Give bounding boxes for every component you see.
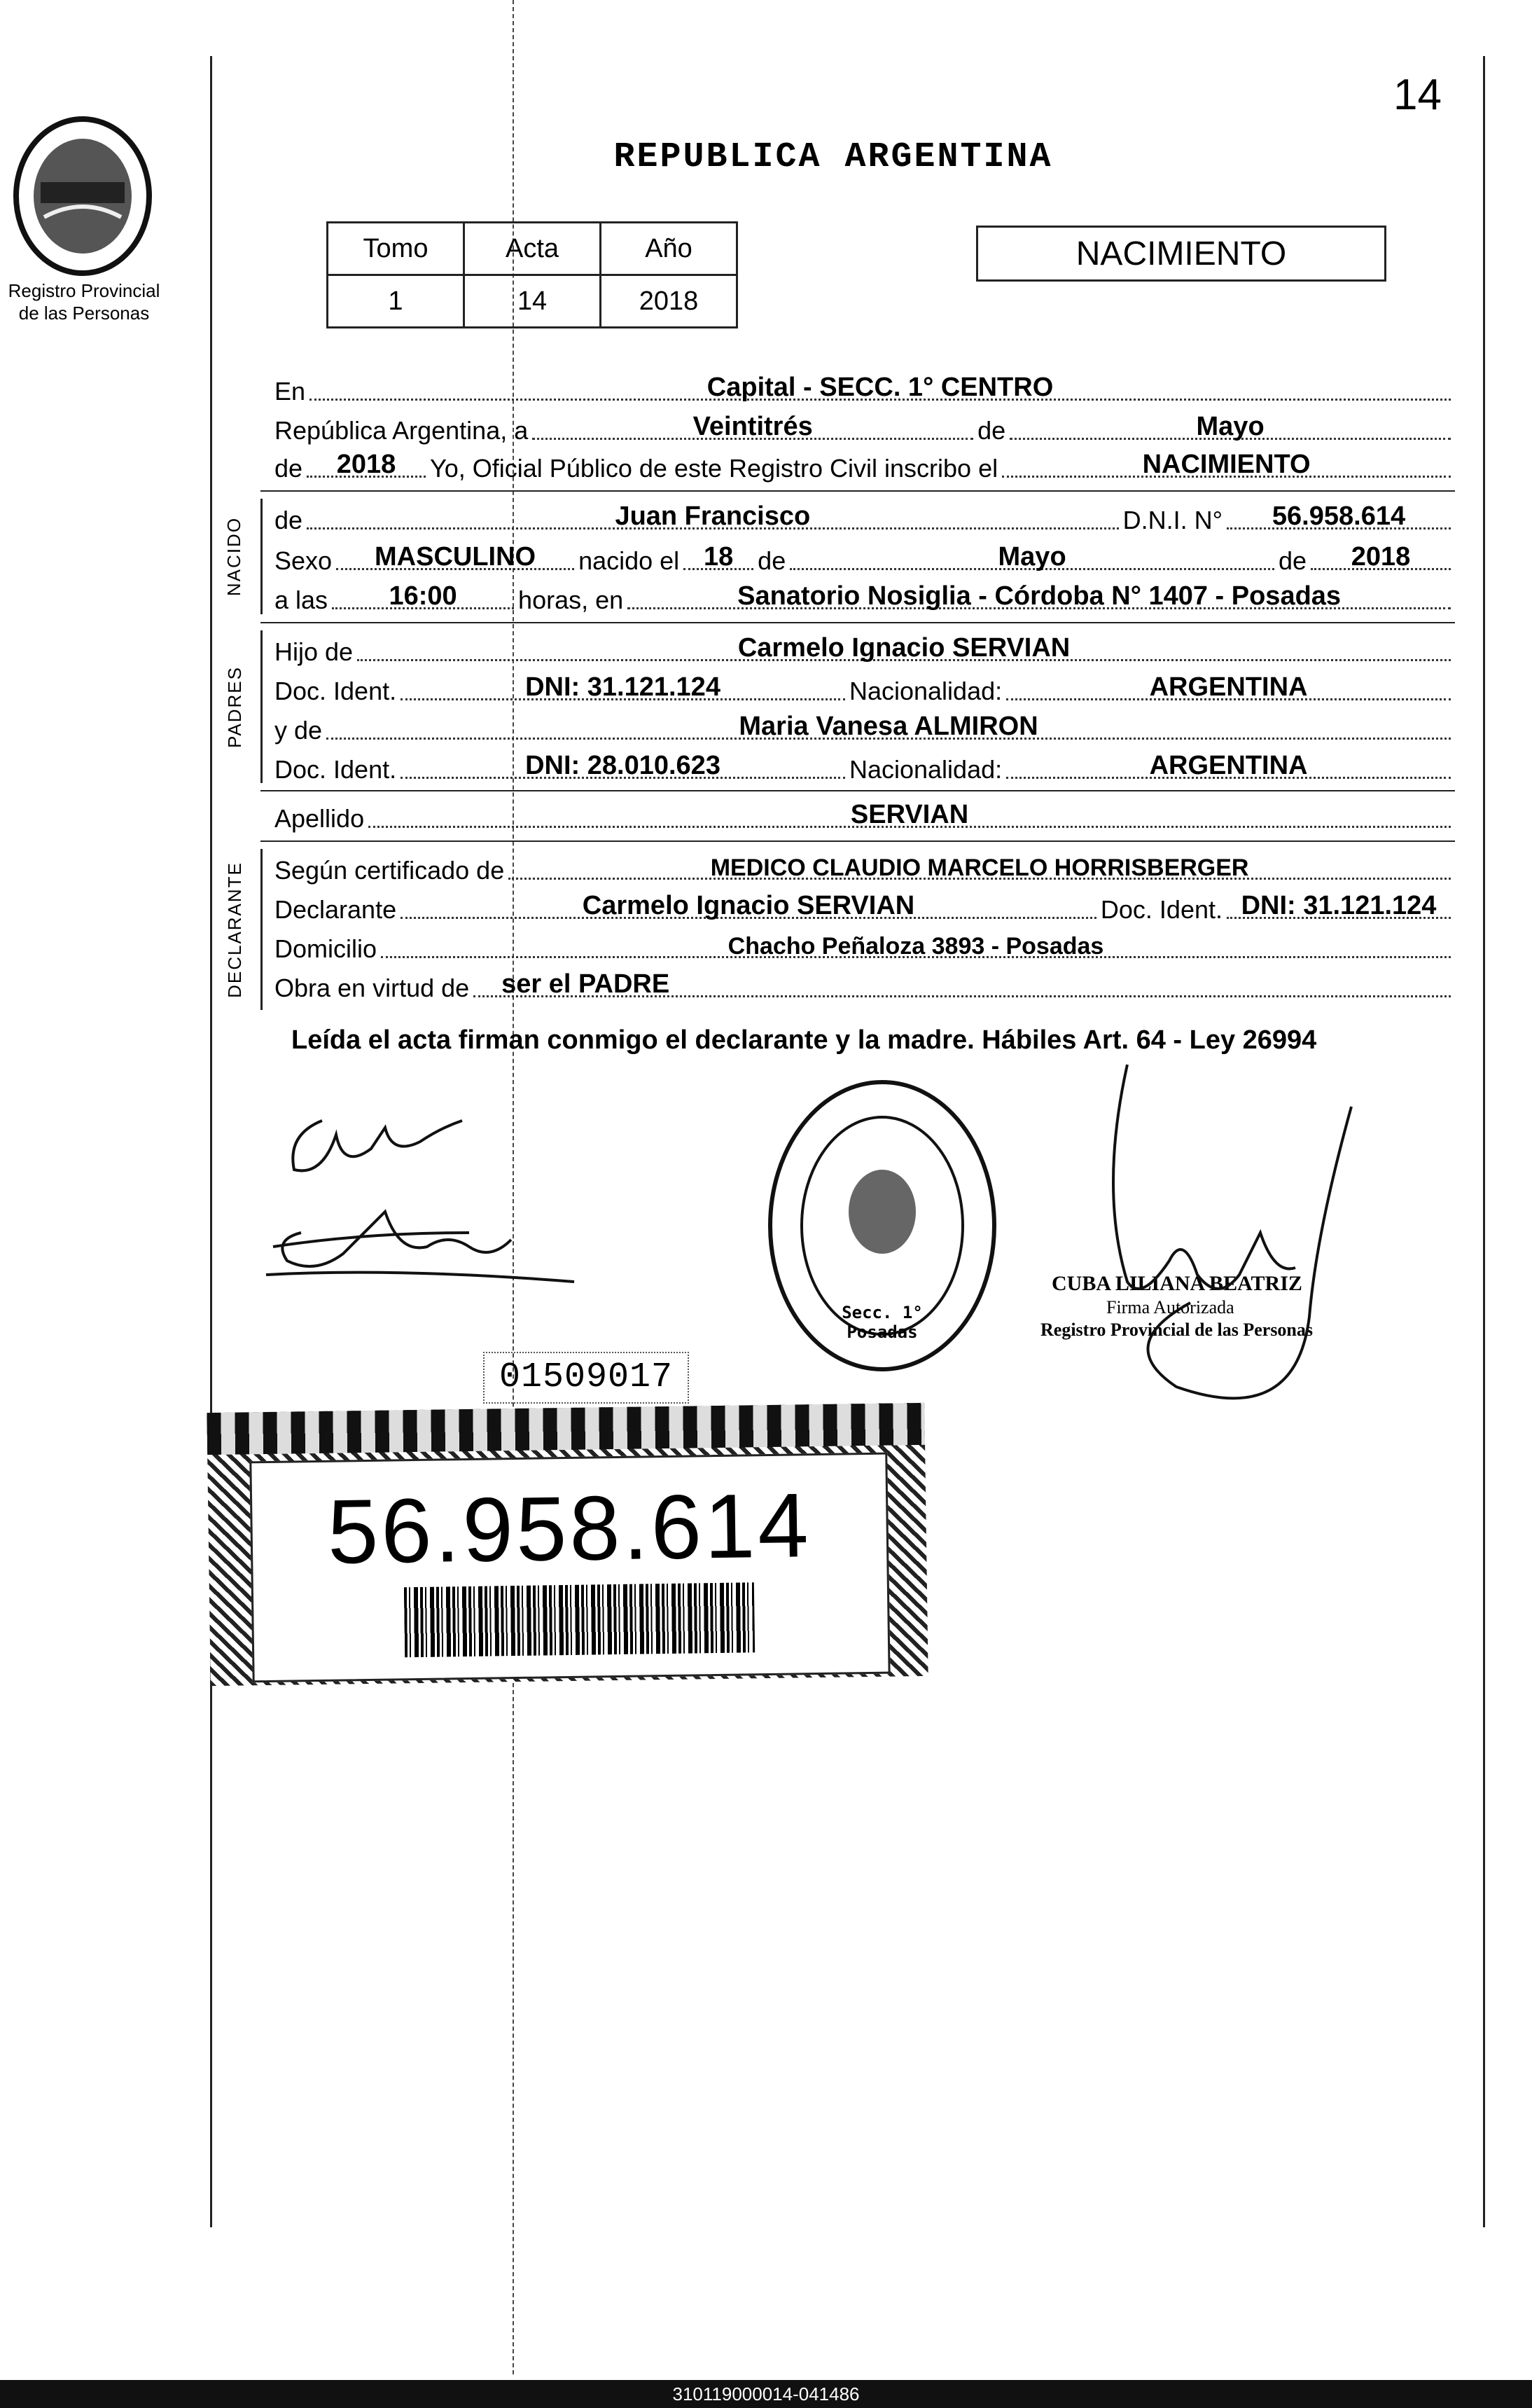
dni-band-pattern-top (207, 1403, 925, 1455)
value-ano: 2018 (601, 275, 737, 328)
obra-value: ser el PADRE (501, 969, 670, 999)
declarante-bar (260, 849, 263, 1010)
page-number: 14 (1393, 71, 1442, 119)
row-republica (274, 409, 1455, 447)
row-apellido (274, 797, 1455, 835)
serial-number: 01509017 (483, 1352, 689, 1404)
padres-bar (260, 630, 263, 783)
separator-line (260, 490, 1455, 492)
official-stamp-line-3: Registro Provincial de las Personas (1040, 1320, 1314, 1340)
month-value: Mayo (1196, 412, 1265, 441)
act-type-box: NACIMIENTO (976, 226, 1386, 282)
row-declarante (274, 888, 1455, 926)
value-tomo: 1 (328, 275, 464, 328)
mother-nationality: ARGENTINA (1149, 751, 1308, 780)
left-margin-line (210, 56, 212, 2227)
signature-2 (259, 1191, 581, 1289)
a-las-label: a las (274, 586, 328, 614)
father-doc: DNI: 31.121.124 (525, 672, 720, 702)
dni-band (207, 1403, 928, 1686)
birth-month: Mayo (998, 542, 1066, 572)
section-nacido (214, 499, 256, 614)
father-name: Carmelo Ignacio SERVIAN (737, 633, 1071, 663)
apellido-value: SERVIAN (850, 800, 969, 829)
header-tomo: Tomo (328, 223, 464, 275)
nacido-bar (260, 499, 263, 614)
republica-label: República Argentina, a (274, 416, 529, 445)
mother-nat-label: Nacionalidad: (849, 755, 1003, 784)
official-stamp-line-2: Firma Autorizada (1106, 1297, 1234, 1317)
dni-band-number: 56.958.614 (326, 1474, 812, 1583)
row-mother-doc (274, 748, 1455, 786)
row-nacido-name (274, 499, 1455, 537)
separator-line (260, 790, 1455, 791)
cert-label: Según certificado de (274, 856, 505, 885)
decl-doc-label: Doc. Ident. (1100, 895, 1223, 924)
signature-1 (280, 1093, 490, 1191)
nacido-name: Juan Francisco (615, 501, 811, 531)
row-cert (274, 849, 1455, 887)
stamp-inner-text: Secc. 1° Posadas (842, 1303, 923, 1342)
row-mother (274, 709, 1455, 747)
hijo-label: Hijo de (274, 637, 354, 666)
mother-name: Maria Vanesa ALMIRON (739, 712, 1038, 741)
sexo-label: Sexo (274, 546, 333, 575)
day-value: Veintitrés (692, 412, 813, 441)
registry-table (326, 221, 738, 328)
header-acta: Acta (464, 223, 601, 275)
birth-day: 18 (704, 542, 734, 572)
row-domicilio (274, 927, 1455, 965)
dni-band-inner (249, 1453, 890, 1683)
decl-label: Declarante (274, 895, 397, 924)
row-nacido-hora (274, 579, 1455, 616)
dom-label: Domicilio (274, 934, 377, 963)
row-obra (274, 967, 1455, 1004)
row-nacido-sexo (274, 539, 1455, 577)
section-padres (214, 630, 256, 783)
obra-label: Obra en virtud de (274, 974, 470, 1002)
logo-caption-1: Registro Provincial (8, 280, 160, 301)
horas-label: horas, en (518, 586, 624, 614)
header-ano: Año (601, 223, 737, 275)
de2-label: de (274, 454, 303, 483)
row-father-doc (274, 670, 1455, 707)
official-stamp-line-1: CUBA LILIANA BEATRIZ (1052, 1272, 1302, 1295)
de-label: de (977, 416, 1006, 445)
closing-statement: Leída el acta firman conmigo el declarante y la madre. Hábiles Art. 64 - Ley 26994 (291, 1025, 1317, 1055)
barcode (404, 1582, 755, 1657)
de-label-2: de (758, 546, 786, 575)
footer-code: 310119000014-041486 (0, 2380, 1532, 2408)
row-father (274, 630, 1455, 668)
father-nationality: ARGENTINA (1149, 672, 1308, 702)
logo-caption-2: de las Personas (18, 303, 150, 324)
en-label: En (274, 377, 306, 406)
dom-value: Chacho Peñaloza 3893 - Posadas (727, 933, 1104, 960)
father-doc-label: Doc. Ident. (274, 677, 397, 705)
decl-value: Carmelo Ignacio SERVIAN (582, 891, 915, 920)
row-en (274, 370, 1455, 408)
right-margin-line (1483, 56, 1485, 2227)
father-nat-label: Nacionalidad: (849, 677, 1003, 705)
en-value: Capital - SECC. 1° CENTRO (706, 373, 1054, 402)
mother-doc: DNI: 28.010.623 (525, 751, 720, 780)
delegation-stamp (763, 1072, 1001, 1380)
dni-label: D.N.I. N° (1122, 506, 1223, 534)
fold-line (513, 0, 514, 2374)
birth-hour: 16:00 (389, 581, 457, 611)
apellido-label: Apellido (274, 804, 365, 833)
row-yo (274, 447, 1455, 485)
year-value: 2018 (336, 450, 396, 479)
birth-year: 2018 (1351, 542, 1411, 572)
nacido-dni: 56.958.614 (1272, 501, 1406, 531)
value-acta: 14 (464, 275, 601, 328)
padres-section-label: PADRES (223, 665, 245, 748)
nacido-de-label: de (274, 506, 303, 534)
sexo-value: MASCULINO (375, 542, 536, 572)
nacido-section-label: NACIDO (223, 516, 245, 597)
birth-place: Sanatorio Nosiglia - Córdoba N° 1407 - Posadas (737, 581, 1342, 611)
mother-doc-label: Doc. Ident. (274, 755, 397, 784)
separator-line (260, 840, 1455, 842)
separator-line (260, 622, 1455, 623)
act-value: NACIMIENTO (1142, 450, 1311, 479)
yo-text: Yo, Oficial Público de este Registro Civil inscribo el (430, 454, 998, 483)
province-seal-icon (6, 112, 160, 280)
cert-value: MEDICO CLAUDIO MARCELO HORRISBERGER (710, 854, 1249, 881)
country-title: REPUBLICA ARGENTINA (613, 137, 1053, 177)
yde-label: y de (274, 716, 323, 745)
de-label-3: de (1278, 546, 1307, 575)
province-logo (6, 112, 160, 280)
section-declarante (214, 849, 256, 1010)
signature-official (1085, 1051, 1379, 1443)
decl-doc: DNI: 31.121.124 (1241, 891, 1437, 920)
declarante-section-label: DECLARANTE (223, 861, 245, 998)
nacido-el-label: nacido el (578, 546, 680, 575)
